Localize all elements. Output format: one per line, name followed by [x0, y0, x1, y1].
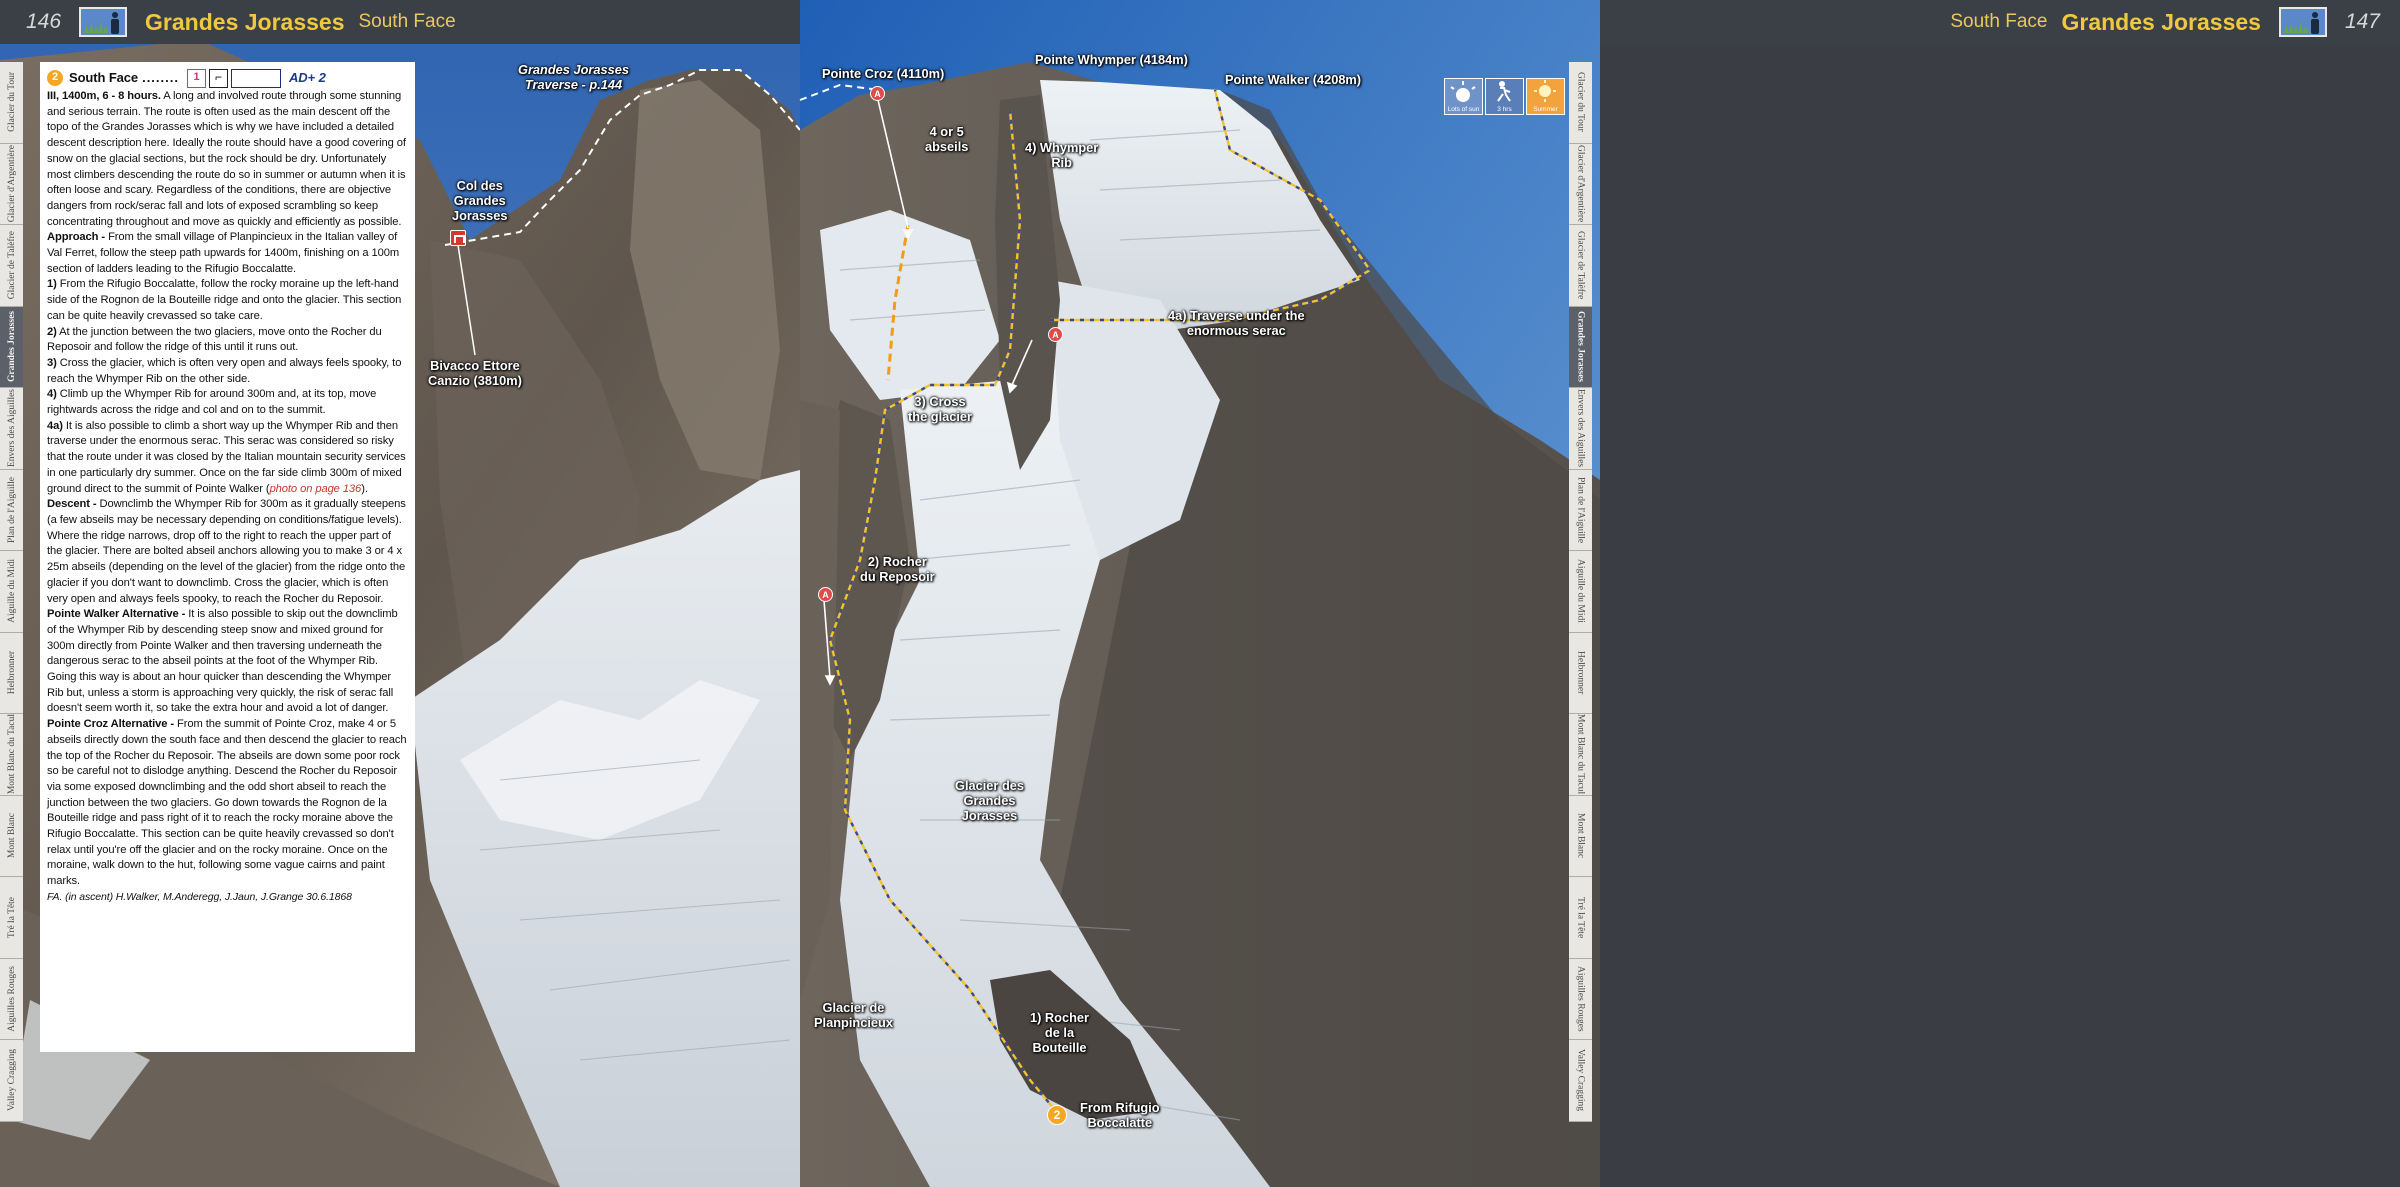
right-area-tabs [1569, 62, 1592, 1122]
label-glacier-planpincieux: Glacier de Planpincieux [814, 1000, 893, 1030]
right-page-number: 147 [2344, 10, 2380, 33]
route-dots: ........ [142, 70, 179, 86]
route-step-2: 2) At the junction between the two glaciers, move onto the Rocher du Reposoir and follow the ridge of this until it runs out. [47, 325, 382, 354]
ice-axe-icon: ⌐ [209, 69, 228, 88]
tab-glacier-de-talefre[interactable]: Glacier de Talèfre [0, 225, 23, 307]
route-step-4a: 4a) It is also possible to climb a short way up the Whymper Rib and then traverse under the enormous serac. This serac was considered so risky that the route under it was closed by the Italian mountain security services in one particularly dry summer. Once on the far side climb 300m of mixed ground direct to the summit of Pointe Walker (photo on page 136). [47, 419, 406, 495]
label-glacier-grandes-jorasses: Glacier des Grandes Jorasses [955, 778, 1025, 823]
route-approach: Approach - From the small village of Planpincieux in the Italian valley of Val Ferret, follow the steep path upwards for 1400m, finishing on a 100m section of ladders leading to the Rifugio Boccalatte. [47, 231, 400, 275]
tab-aiguilles-rouges-right[interactable]: Aiguilles Rouges [1569, 959, 1592, 1041]
label-pointe-walker: Pointe Walker (4208m) [1225, 72, 1362, 87]
tab-plan-de-laiguille[interactable]: Plan de l'Aiguille [0, 470, 23, 552]
abseil-marker-whymper: A [1048, 327, 1063, 342]
route-description-panel [40, 62, 415, 1052]
route-step-3: 3) Cross the glacier, which is often very open and always feels spooky, to reach the Whymper Rib on the other side. [47, 356, 402, 385]
tab-glacier-de-talefre-right[interactable]: Glacier de Talèfre [1569, 225, 1592, 307]
label-pointe-whymper: Pointe Whymper (4184m) [1035, 52, 1188, 67]
tab-mont-blanc[interactable]: Mont Blanc [0, 796, 23, 878]
tab-tre-la-tete-right[interactable]: Tré la Tête [1569, 877, 1592, 959]
summer-icon: Summer [1526, 78, 1565, 115]
route-start-marker: 2 [1047, 1105, 1067, 1125]
tab-glacier-dargentiere-right[interactable]: Glacier d'Argentière [1569, 144, 1592, 226]
label-abseils: 4 or 5 abseils [925, 124, 969, 154]
tab-glacier-du-tour[interactable]: Glacier du Tour [0, 62, 23, 144]
label-cross-glacier: 3) Cross the glacier [908, 394, 973, 424]
route-name: South Face [69, 70, 139, 86]
left-page [0, 0, 800, 1187]
tab-envers-des-aiguilles[interactable]: Envers des Aiguilles [0, 388, 23, 470]
label-bivacco: Bivacco Ettore Canzio (3810m) [428, 358, 522, 388]
label-rocher-bouteille: 1) Rocher de la Bouteille [1030, 1010, 1090, 1055]
right-page [800, 0, 2380, 1187]
tab-mont-blanc-du-tacul[interactable]: Mont Blanc du Tacul [0, 714, 23, 796]
sun-graphic-icon [1445, 79, 1481, 103]
tab-mont-blanc-du-tacul-right[interactable]: Mont Blanc du Tacul [1569, 714, 1592, 796]
label-rocher-reposoir: 2) Rocher du Reposoir [860, 554, 935, 584]
tab-plan-de-laiguille-right[interactable]: Plan de l'Aiguille [1569, 470, 1592, 552]
label-traverse: Grandes Jorasses Traverse - p.144 [518, 62, 629, 92]
route-info-icons [1444, 78, 1565, 115]
route-descent: Descent - Downclimb the Whymper Rib for 300m as it gradually steepens (a few abseils may be necessary depending on conditions/fatigue levels). Where the ridge narrows, drop off to the right to reach the upper part of the glacier. There are bolted abseil anchors allowing you to make 3 or 4 x 25m abseils (depending on the level of the glacier) from the ridge onto the glacier if you don't want to downclimb. Cross the glacier, which is often very open and always feels spooky, to reach the Rocher du Reposoir. [47, 498, 406, 605]
tab-glacier-du-tour-right[interactable]: Glacier du Tour [1569, 62, 1592, 144]
sun-icon: Lots of sun [1444, 78, 1483, 115]
route-intro: III, 1400m, 6 - 8 hours. A long and involved route through some stunning and serious terrain. The route is often used as the main descent off the topo of the Grandes Jorasses which is why we have included a detailed descent description here. Ideally the route should have a good covering of snow on the glacial sections, but the rock should be dry. Unfortunately most climbers descending the route do so in summer or autumn when it is often loose and scary. Regardless of the conditions, there are objective dangers from rock/serac fall and lots of exposed scrambling so keep concentrating throughout and move as quickly and efficiently as possible. [47, 90, 406, 228]
label-pointe-croz: Pointe Croz (4110m) [822, 66, 945, 81]
walker-graphic-icon [1486, 79, 1522, 103]
tab-helbronner[interactable]: Helbronner [0, 633, 23, 715]
alpine-area-icon [79, 7, 127, 37]
label-traverse-serac: 4a) Traverse under the enormous serac [1168, 308, 1305, 338]
alpine-area-icon-right [2279, 7, 2327, 37]
tab-helbronner-right[interactable]: Helbronner [1569, 633, 1592, 715]
abseil-marker-croz: A [870, 86, 885, 101]
tab-valley-cragging[interactable]: Valley Cragging [0, 1040, 23, 1122]
tab-valley-cragging-right[interactable]: Valley Cragging [1569, 1040, 1592, 1122]
left-area-tabs [0, 62, 23, 1122]
abseil-marker-reposoir: A [818, 587, 833, 602]
route-grade: AD+ 2 [288, 70, 326, 86]
tab-tre-la-tete[interactable]: Tré la Tête [0, 877, 23, 959]
summer-sun-icon [1527, 79, 1563, 103]
route-step-4: 4) Climb up the Whymper Rib for around 300m and, at its top, move rightwards across the ridge and col and on to the summit. [47, 388, 377, 417]
first-ascent: FA. (in ascent) H.Walker, M.Anderegg, J.Jaun, J.Grange 30.6.1868 [47, 890, 352, 903]
right-header [1600, 0, 2400, 44]
right-subtitle: South Face [1950, 11, 2048, 32]
tab-aiguilles-rouges[interactable]: Aiguilles Rouges [0, 959, 23, 1041]
route-walker-alternative: Pointe Walker Alternative - It is also possible to skip out the downclimb of the Whymper Rib by descending steep snow and mixed ground for 300m directly from Pointe Walker and then traversing underneath the dangerous serac to the abseil points at the foot of the Whymper Rib. Going this way is about an hour quicker than descending the Whymper Rib but, unless a storm is approaching very quickly, the risk of serac fall doesn't seem worth it, so take the extra hour and avoid a lot of danger. [47, 608, 398, 715]
tab-grandes-jorasses-right[interactable]: Grandes Jorasses [1569, 307, 1592, 389]
route-croz-alternative: Pointe Croz Alternative - From the summit of Pointe Croz, make 4 or 5 abseils directly down the south face and then descend the glacier to reach the top of the Rocher du Reposoir. The abseils are down some poor rock so be careful not to dislodge anything. Descend the Rocher du Reposoir via some exposed downclimbing and the odd short abseil to reach the junction between the two glaciers. Go down towards the Rognon de la Bouteille ridge and pass right of it to reach the rocky moraine above the Rifugio Boccalatte. This section can be quite heavily crevassed so don't relax until you're off the glacier and on the rocky moraine. Once on the moraine, walk down to the hut, following some vague cairns and paint marks. [47, 718, 407, 888]
tick-box-icon [231, 69, 281, 88]
right-mountain-photo [800, 0, 1600, 1187]
left-title: Grandes Jorasses [145, 8, 345, 35]
route-number-badge: 2 [47, 70, 63, 86]
tab-aiguille-du-midi[interactable]: Aiguille du Midi [0, 551, 23, 633]
label-whymper-rib: 4) Whymper Rib [1025, 140, 1099, 170]
label-from-rifugio: From Rifugio Boccalatte [1080, 1100, 1160, 1130]
label-col-des-grandes-jorasses: Col des Grandes Jorasses [452, 178, 508, 223]
route-heading [47, 68, 409, 88]
tab-glacier-dargentiere[interactable]: Glacier d'Argentière [0, 144, 23, 226]
tab-envers-des-aiguilles-right[interactable]: Envers des Aiguilles [1569, 388, 1592, 470]
left-page-number: 146 [26, 10, 62, 33]
photo-page-link[interactable]: photo on page 136 [269, 482, 362, 495]
right-title: Grandes Jorasses [2061, 8, 2261, 35]
left-header [0, 0, 800, 44]
tab-mont-blanc-right[interactable]: Mont Blanc [1569, 796, 1592, 878]
walk-time-icon: 3 hrs [1485, 78, 1524, 115]
star-rating-icon: 1 [187, 69, 206, 88]
route-step-1: 1) From the Rifugio Boccalatte, follow the rocky moraine up the left-hand side of the Rognon de la Bouteille ridge and onto the glacier. This section can be quite heavily crevassed so take care. [47, 278, 402, 322]
left-subtitle: South Face [358, 11, 456, 32]
tab-grandes-jorasses[interactable]: Grandes Jorasses [0, 307, 23, 389]
tab-aiguille-du-midi-right[interactable]: Aiguille du Midi [1569, 551, 1592, 633]
